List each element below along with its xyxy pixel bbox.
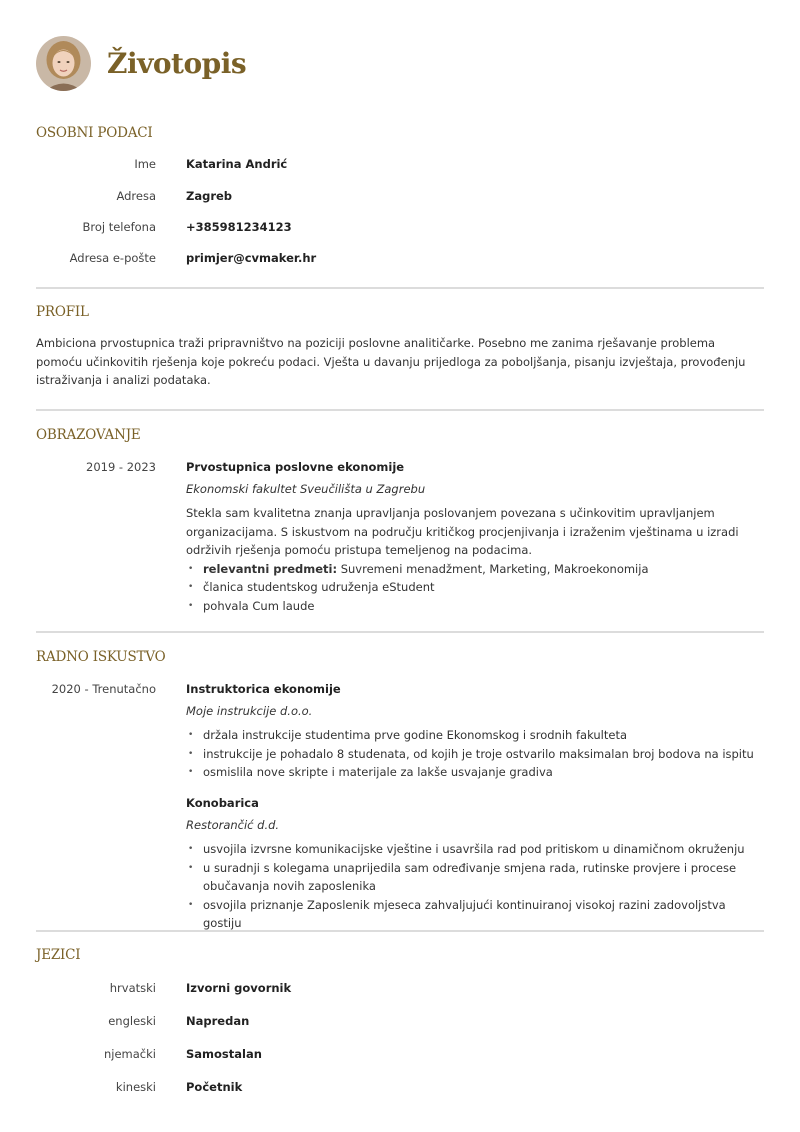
education-institution: Ekonomski fakultet Sveučilišta u Zagrebu	[186, 482, 426, 496]
personal-value: +385981234123	[186, 220, 292, 234]
personal-value: Katarina Andrić	[186, 157, 288, 171]
profile-text: Ambiciona prvostupnica traži pripravništvo na poziciji poslovne analitičarke. Posebno me zanima rješavanje problema pomoću učinkovitih rješenja koje pokreću podaci. Vješta u davanju prijedloga za poboljšanja, pisanju izvještaja, provođenju istraživanja i analizi podataka.	[36, 336, 746, 387]
list-item: • pohvala Cum laude	[186, 597, 766, 616]
list-item: • osvojila priznanje Zaposlenik mjeseca zahvaljujući kontinuiranoj visokoj razini zadovoljstva gostiju	[186, 896, 766, 933]
language-level: Izvorni govornik	[186, 981, 292, 995]
personal-label: Ime	[134, 157, 156, 171]
avatar	[36, 36, 91, 91]
job-company: Restorančić d.d.	[186, 818, 280, 832]
list-item: • usvojila izvrsne komunikacijske vještine i usavršila rad pod pritiskom u dinamičnom okruženju	[186, 840, 766, 859]
language-name: hrvatski	[109, 981, 156, 995]
education-entry	[186, 460, 766, 615]
personal-label: Adresa	[116, 189, 156, 203]
section-heading-education: OBRAZOVANJE	[36, 427, 141, 443]
education-description: Stekla sam kvalitetna znanja upravljanja poslovanjem povezana s učinkovitim upravljanjem organizacijama. S iskustvom na području kritičkog procjenjivanja i izraženim vještinama u izradi održivih rješenja pomoću pristupa temeljenog na podacima.	[186, 506, 739, 557]
section-heading-personal: OSOBNI PODACI	[36, 125, 153, 141]
job-bullets	[186, 726, 766, 782]
job-entry-2	[186, 796, 766, 933]
education-bullets	[186, 560, 766, 616]
language-level: Napredan	[186, 1014, 250, 1028]
job-bullets	[186, 840, 766, 933]
section-heading-languages: JEZICI	[36, 947, 81, 963]
education-title: Prvostupnica poslovne ekonomije	[186, 460, 405, 474]
job-company: Moje instrukcije d.o.o.	[186, 704, 313, 718]
job-title: Konobarica	[186, 796, 259, 810]
job-date: 2020 - Trenutačno	[51, 682, 156, 696]
list-item: • držala instrukcije studentima prve godine Ekonomskog i srodnih fakulteta	[186, 726, 766, 745]
section-divider	[36, 287, 764, 289]
document-header	[36, 35, 246, 91]
section-divider	[36, 930, 764, 932]
language-level: Početnik	[186, 1080, 243, 1094]
personal-label: Broj telefona	[82, 220, 156, 234]
language-name: engleski	[108, 1014, 156, 1028]
page-title: Životopis	[107, 46, 247, 80]
personal-label: Adresa e-pošte	[69, 251, 156, 265]
language-name: njemački	[104, 1047, 156, 1061]
list-item: • u suradnji s kolegama unaprijedila sam određivanje smjena rada, rutinske provjere i procese obučavanja novih zaposlenika	[186, 859, 766, 896]
language-level: Samostalan	[186, 1047, 262, 1061]
subjects-label: relevantni predmeti:	[203, 561, 338, 576]
education-date: 2019 - 2023	[86, 460, 156, 474]
section-heading-experience: RADNO ISKUSTVO	[36, 649, 166, 665]
list-item: • članica studentskog udruženja eStudent	[186, 578, 766, 597]
section-divider	[36, 409, 764, 411]
job-title: Instruktorica ekonomije	[186, 682, 341, 696]
section-heading-profile: PROFIL	[36, 304, 89, 320]
personal-value: Zagreb	[186, 189, 233, 203]
list-item	[186, 560, 766, 579]
job-entry-1	[186, 682, 766, 782]
language-name: kineski	[115, 1080, 156, 1094]
list-item: • instrukcije je pohadalo 8 studenata, od kojih je troje ostvarilo maksimalan broj bodova na ispitu	[186, 745, 766, 764]
section-divider	[36, 631, 764, 633]
personal-value: primjer@cvmaker.hr	[186, 251, 317, 265]
subjects-value: Suvremeni menadžment, Marketing, Makroekonomija	[340, 561, 649, 576]
list-item: • osmislila nove skripte i materijale za lakše usvajanje gradiva	[186, 763, 766, 782]
